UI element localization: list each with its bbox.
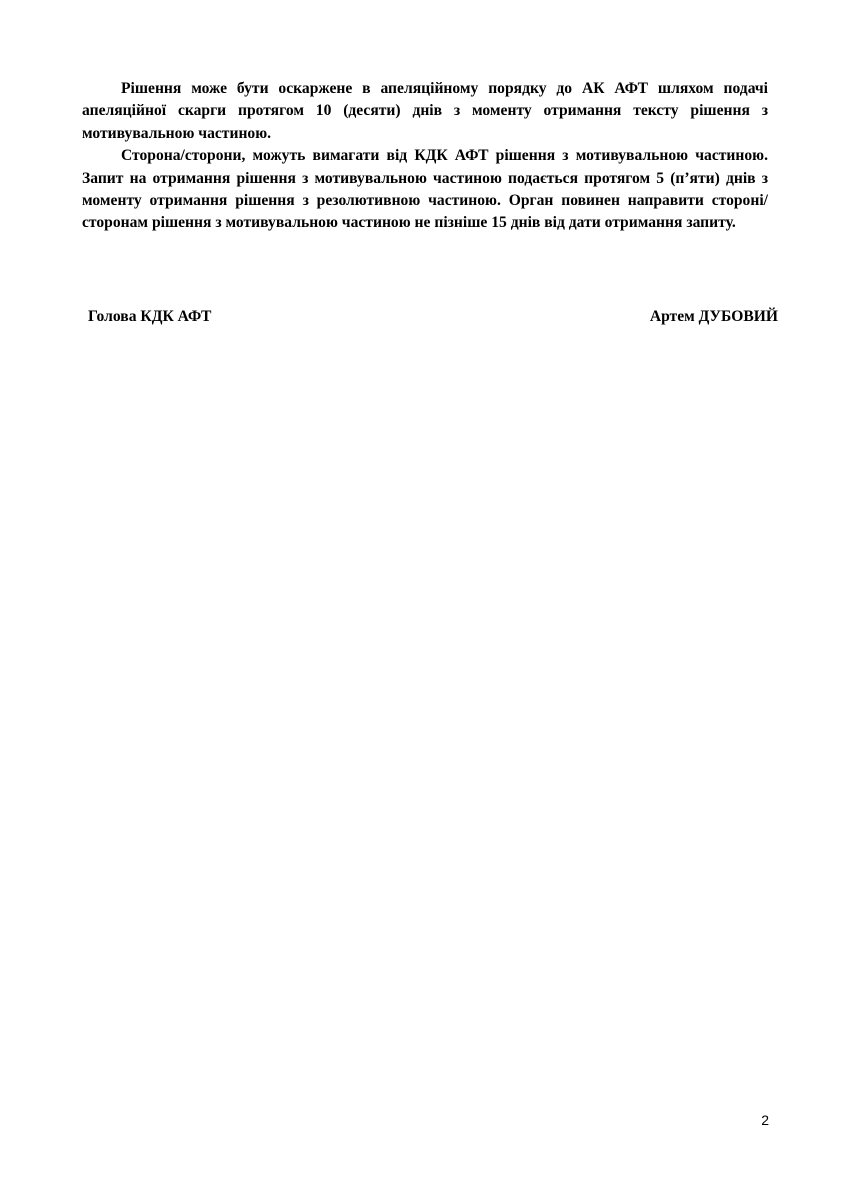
signature-block: [88, 306, 778, 328]
signatory-position: Голова КДК АФТ: [88, 308, 212, 325]
request-paragraph: Сторона/сторони, можуть вимагати від КДК АФТ рішення з мотивувальною частиною. Запит на отримання рішення з мотивувальною частиною подається протягом 5 (п’яти) днів з моменту отримання рішення з резолютивною частиною. Орган повинен направити стороні/сторонам рішення з мотивувальною частиною не пізніше 15 днів від дати отримання запиту.: [82, 147, 768, 232]
appeal-paragraph: Рішення може бути оскаржене в апеляційному порядку до АК АФТ шляхом подачі апеляційної скарги протягом 10 (десяти) днів з моменту отримання тексту рішення з мотивувальною частиною.: [82, 80, 768, 142]
page-number: 2: [761, 1112, 769, 1128]
signatory-name: Артем ДУБОВИЙ: [649, 308, 778, 325]
document-body: [82, 78, 768, 235]
